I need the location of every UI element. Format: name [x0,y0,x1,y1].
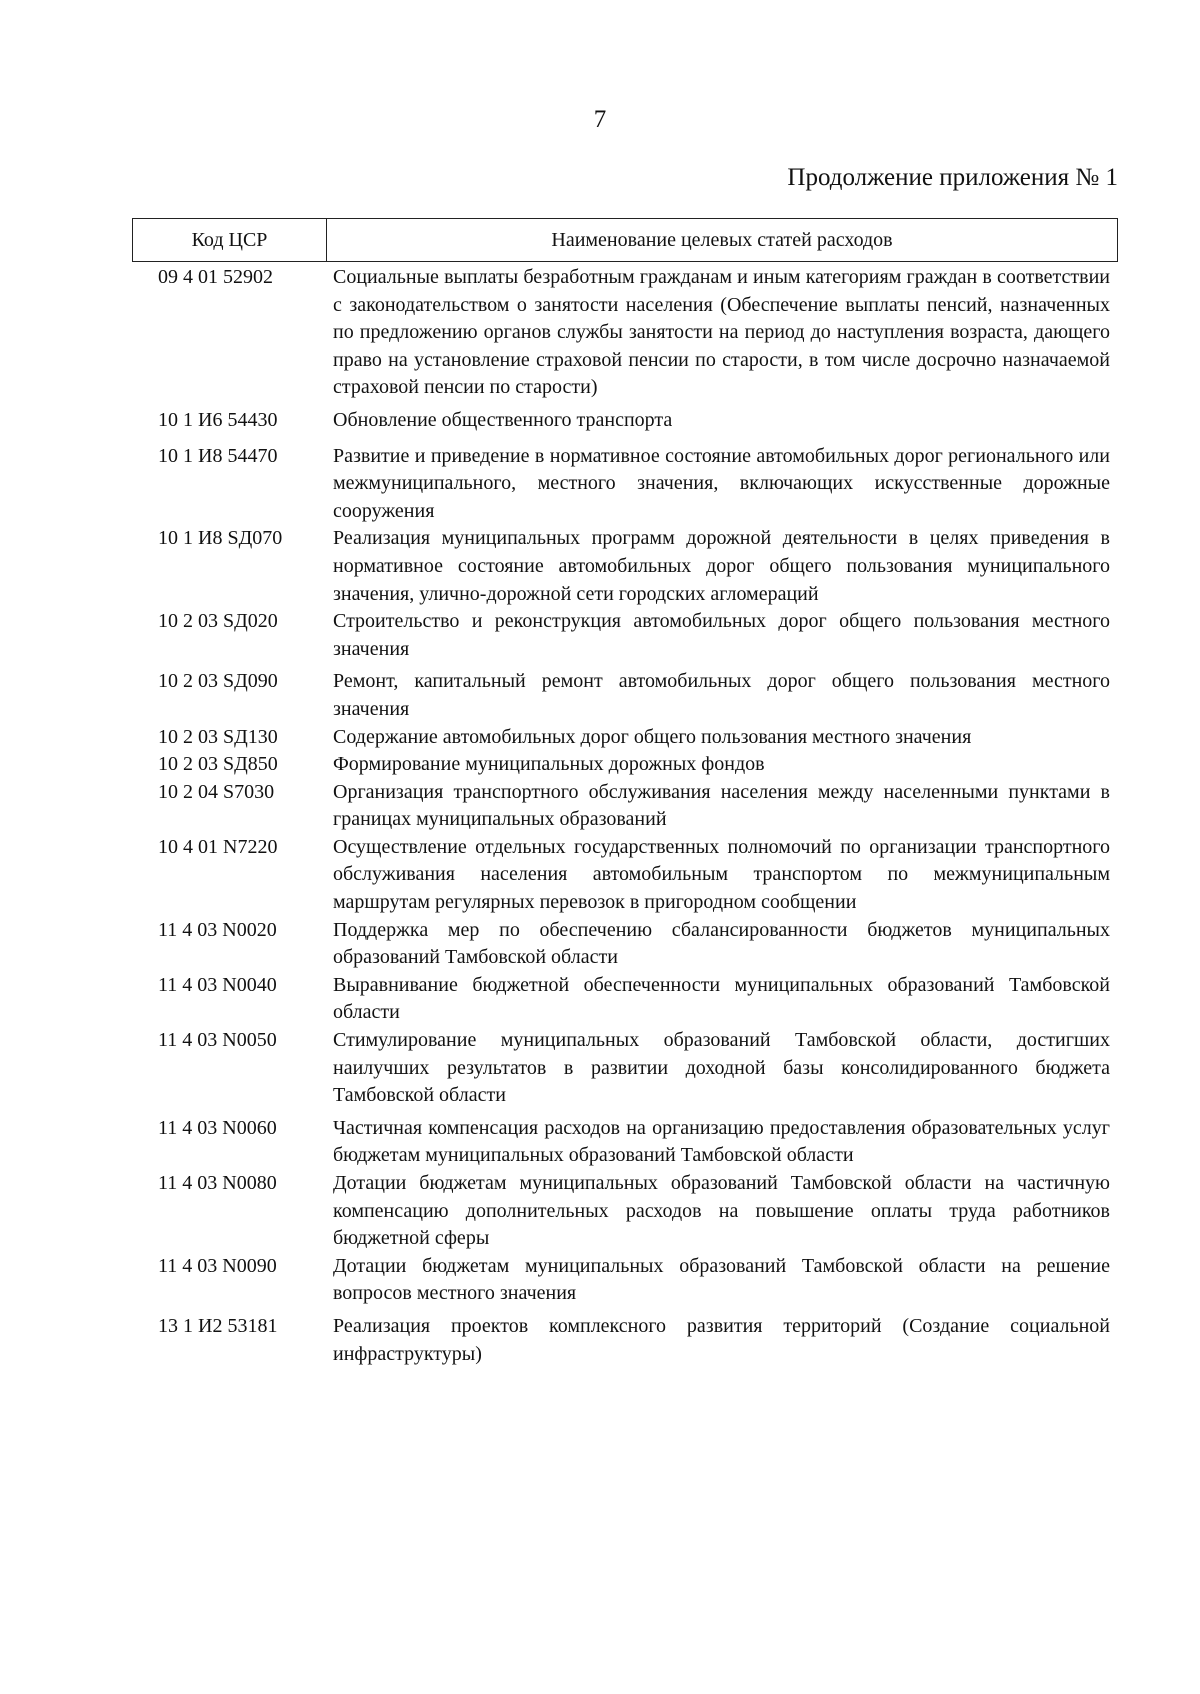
row-code: 10 1 И8 SД070 [158,527,283,550]
row-code: 11 4 03 N0020 [158,918,277,941]
row-code: 10 2 03 SД130 [158,725,278,748]
table-row [132,1027,1118,1110]
row-code: 10 2 03 SД850 [158,753,278,776]
header-name: Наименование целевых статей расходов [551,228,893,251]
row-code: 10 2 04 S7030 [158,780,275,803]
table-body [132,262,1118,1368]
row-code: 10 1 И8 54470 [158,444,278,467]
header-code: Код ЦСР [133,219,327,261]
row-code: 11 4 03 N0040 [158,973,277,996]
table-row [132,1253,1118,1308]
row-name: Организация транспортного обслуживания населения между населенными пунктами в границах муниципальных образований [333,780,1110,831]
row-name: Формирование муниципальных дорожных фондов [333,753,765,776]
row-name: Развитие и приведение в нормативное состояние автомобильных дорог регионального или межмуниципального, местного значения, включающих искусственные дорожные сооружения [333,444,1110,522]
row-name: Частичная компенсация расходов на организацию предоставления образовательных услуг бюджетам муниципальных образований Тамбовской области [333,1116,1110,1167]
table-row [132,264,1118,402]
table-row [132,407,1118,435]
row-code: 09 4 01 52902 [158,266,273,288]
expense-items-table [132,218,1118,1368]
table-row [132,724,1118,752]
table-row [132,668,1118,723]
appendix-title: Продолжение приложения № 1 [787,164,1118,191]
row-name: Обновление общественного транспорта [333,408,673,431]
row-name: Стимулирование муниципальных образований Тамбовской области, достигших наилучших результатов в развитии доходной базы консолидированного бюджета Тамбовской области [333,1029,1110,1107]
table-row [132,525,1118,608]
row-code: 10 4 01 N7220 [158,835,278,858]
table-row [132,779,1118,834]
row-code: 10 2 03 SД020 [158,610,278,633]
table-row [132,1313,1118,1368]
table-row [132,751,1118,779]
row-name: Дотации бюджетам муниципальных образований Тамбовской области на решение вопросов местного значения [333,1254,1110,1305]
table-row [132,608,1118,663]
row-name: Социальные выплаты безработным гражданам и иным категориям граждан в соответствии с законодательством о занятости населения (Обеспечение выплаты пенсий, назначенных по предложению органов службы занятости на период до наступления возраста, дающего право на установление страховой пенсии по старости, в том числе досрочно назначаемой страховой пенсии по старости) [333,266,1110,399]
row-name: Содержание автомобильных дорог общего пользования местного значения [333,725,972,748]
row-name: Строительство и реконструкция автомобильных дорог общего пользования местного значения [333,610,1110,660]
row-code: 11 4 03 N0050 [158,1029,277,1052]
row-name: Осуществление отдельных государственных полномочий по организации транспортного обслуживания населения автомобильным транспортом по межмуниципальным маршрутам регулярных перевозок в пригородном сообщении [333,835,1110,914]
table-row [132,1170,1118,1253]
table-row [132,972,1118,1027]
page-number: 7 [593,106,607,133]
row-code: 13 1 И2 53181 [158,1314,278,1337]
table-row [132,1115,1118,1170]
row-name: Дотации бюджетам муниципальных образований Тамбовской области на частичную компенсацию дополнительных расходов на повышение оплаты труда работников бюджетной сферы [333,1172,1110,1250]
row-name: Поддержка мер по обеспечению сбалансированности бюджетов муниципальных образований Тамбовской области [333,918,1110,969]
table-row [132,917,1118,972]
row-code: 10 1 И6 54430 [158,408,278,431]
row-name: Реализация проектов комплексного развития территорий (Создание социальной инфраструктуры) [333,1314,1110,1365]
row-code: 11 4 03 N0060 [158,1116,277,1139]
row-name: Реализация муниципальных программ дорожной деятельности в целях приведения в нормативное состояние автомобильных дорог общего пользования муниципального значения, улично-дорожной сети городских агломераций [333,527,1110,605]
table-row [132,834,1118,917]
row-code: 10 2 03 SД090 [158,670,278,693]
table-row [132,443,1118,526]
row-name: Ремонт, капитальный ремонт автомобильных дорог общего пользования местного значения [333,670,1110,720]
row-code: 11 4 03 N0080 [158,1172,277,1194]
row-code: 11 4 03 N0090 [158,1254,277,1277]
row-name: Выравнивание бюджетной обеспеченности муниципальных образований Тамбовской области [333,973,1110,1024]
table-header [132,218,1118,262]
